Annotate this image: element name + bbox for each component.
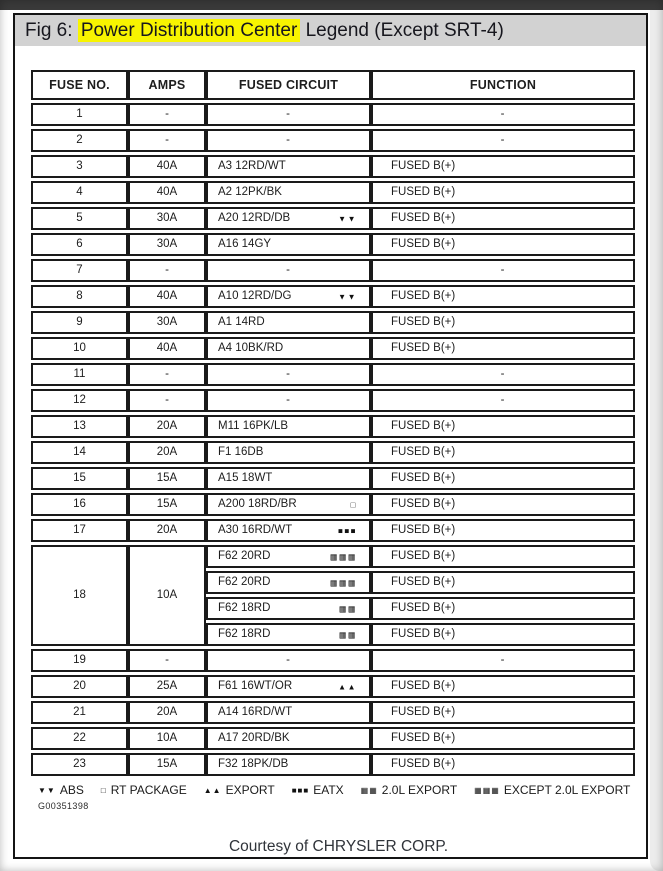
- circuit-label: M11 16PK/LB: [218, 420, 289, 432]
- function-cell: -: [371, 649, 635, 672]
- fused-circuit-cell: [206, 415, 371, 438]
- circuit-label: F62 20RD: [218, 576, 271, 588]
- function-cell: FUSED B(+): [371, 727, 635, 750]
- fused-circuit-cell: [206, 571, 371, 594]
- function-cell: FUSED B(+): [371, 675, 635, 698]
- table-row: [31, 493, 635, 516]
- function-cell: FUSED B(+): [371, 311, 635, 334]
- circuit-label: A30 16RD/WT: [218, 524, 293, 536]
- fuse-table-wrap: [31, 67, 646, 856]
- table-row: [31, 467, 635, 490]
- fuse-no-cell: 15: [31, 467, 128, 490]
- fused-circuit-cell: [206, 545, 371, 568]
- courtesy-line: Courtesy of CHRYSLER CORP.: [228, 838, 449, 855]
- function-cell: FUSED B(+): [371, 623, 635, 646]
- table-row: [31, 207, 635, 230]
- circuit-label: A14 16RD/WT: [218, 706, 293, 718]
- fused-circuit-cell: [206, 727, 371, 750]
- col-header-function: FUNCTION: [371, 70, 635, 100]
- legend-item: [474, 783, 630, 797]
- legend-item: [292, 783, 344, 797]
- amps-cell: -: [128, 259, 206, 282]
- title-highlight: Power Distribution Center: [78, 19, 300, 42]
- fused-circuit-cell: [206, 337, 371, 360]
- table-row: [31, 259, 635, 282]
- circuit-label: F62 18RD: [218, 602, 271, 614]
- legend-label: 2.0L EXPORT: [381, 783, 458, 797]
- amps-cell: 20A: [128, 519, 206, 542]
- fused-circuit-cell: [206, 285, 371, 308]
- rt-package-marker-icon: □: [100, 785, 107, 795]
- fuse-no-cell: 22: [31, 727, 128, 750]
- amps-cell: 40A: [128, 337, 206, 360]
- circuit-label: A20 12RD/DB: [218, 212, 291, 224]
- table-row: [31, 675, 635, 698]
- fused-circuit-cell: [206, 181, 371, 204]
- circuit-label: A17 20RD/BK: [218, 732, 290, 744]
- function-cell: FUSED B(+): [371, 441, 635, 464]
- fused-circuit-cell: [206, 311, 371, 334]
- amps-cell: 20A: [128, 415, 206, 438]
- figure-title-bar: [15, 15, 646, 46]
- table-row: [31, 337, 635, 360]
- figure-title-prefix: Fig 6:: [25, 20, 78, 41]
- fused-circuit-cell: [206, 233, 371, 256]
- amps-cell: 40A: [128, 155, 206, 178]
- col-header-amps: AMPS: [128, 70, 206, 100]
- legend-item: [204, 783, 275, 797]
- fused-circuit-cell: -: [206, 103, 371, 126]
- fuse-no-cell: 1: [31, 103, 128, 126]
- amps-cell: -: [128, 363, 206, 386]
- table-row: [31, 727, 635, 750]
- table-row: [31, 545, 635, 568]
- amps-cell: 20A: [128, 441, 206, 464]
- fuse-no-cell: 7: [31, 259, 128, 282]
- circuit-label: F61 16WT/OR: [218, 680, 293, 692]
- fuse-no-cell: 9: [31, 311, 128, 334]
- page-right-gutter: [650, 10, 663, 871]
- fused-circuit-cell: -: [206, 129, 371, 152]
- fused-circuit-cell: [206, 519, 371, 542]
- function-cell: FUSED B(+): [371, 181, 635, 204]
- fused-circuit-cell: [206, 675, 371, 698]
- circuit-option-marker-icon: ▦▦▦: [329, 552, 357, 561]
- circuit-label: A15 18WT: [218, 472, 273, 484]
- fused-circuit-cell: [206, 623, 371, 646]
- function-cell: FUSED B(+): [371, 545, 635, 568]
- function-cell: FUSED B(+): [371, 415, 635, 438]
- amps-cell: 25A: [128, 675, 206, 698]
- circuit-label: F62 18RD: [218, 628, 271, 640]
- legend-item: [361, 783, 458, 797]
- function-cell: FUSED B(+): [371, 207, 635, 230]
- fuse-no-cell: 14: [31, 441, 128, 464]
- function-cell: FUSED B(+): [371, 519, 635, 542]
- function-cell: -: [371, 363, 635, 386]
- amps-cell: 20A: [128, 701, 206, 724]
- table-row: [31, 311, 635, 334]
- amps-cell: 30A: [128, 233, 206, 256]
- fused-circuit-cell: [206, 441, 371, 464]
- fuse-no-cell: 8: [31, 285, 128, 308]
- function-cell: FUSED B(+): [371, 285, 635, 308]
- amps-cell: -: [128, 103, 206, 126]
- circuit-option-marker-icon: ▦▦: [338, 604, 357, 613]
- amps-cell: 15A: [128, 467, 206, 490]
- legend-item: [101, 783, 187, 797]
- symbol-legend: [38, 783, 646, 797]
- circuit-option-marker-icon: ▦▦: [338, 630, 357, 639]
- fuse-no-cell: 21: [31, 701, 128, 724]
- eatx-marker-icon: ■■■: [291, 785, 310, 795]
- table-row: [31, 233, 635, 256]
- amps-cell: 15A: [128, 753, 206, 776]
- circuit-label: A10 12RD/DG: [218, 290, 292, 302]
- fuse-table: [31, 67, 635, 779]
- fuse-no-cell: 5: [31, 207, 128, 230]
- fuse-no-cell: 12: [31, 389, 128, 412]
- function-cell: FUSED B(+): [371, 467, 635, 490]
- function-cell: FUSED B(+): [371, 155, 635, 178]
- fuse-no-cell: 11: [31, 363, 128, 386]
- table-row: [31, 389, 635, 412]
- fuse-table-body: [31, 103, 635, 776]
- fuse-no-cell: 18: [31, 545, 128, 646]
- circuit-option-marker-icon: ▦▦▦: [329, 578, 357, 587]
- circuit-option-marker-icon: □: [350, 500, 357, 509]
- amps-cell: 40A: [128, 285, 206, 308]
- fused-circuit-cell: -: [206, 259, 371, 282]
- function-cell: FUSED B(+): [371, 233, 635, 256]
- fuse-no-cell: 6: [31, 233, 128, 256]
- circuit-label: A16 14GY: [218, 238, 272, 250]
- col-header-fuse-no: FUSE NO.: [31, 70, 128, 100]
- function-cell: FUSED B(+): [371, 337, 635, 360]
- table-row: [31, 441, 635, 464]
- fuse-no-cell: 3: [31, 155, 128, 178]
- legend-label: ABS: [59, 783, 84, 797]
- function-cell: FUSED B(+): [371, 571, 635, 594]
- function-cell: -: [371, 259, 635, 282]
- export-marker-icon: ▲▲: [203, 785, 222, 795]
- circuit-label: F32 18PK/DB: [218, 758, 289, 770]
- fuse-no-cell: 13: [31, 415, 128, 438]
- fuse-no-cell: 10: [31, 337, 128, 360]
- fused-circuit-cell: [206, 701, 371, 724]
- fuse-no-cell: 16: [31, 493, 128, 516]
- legend-label: EATX: [313, 783, 344, 797]
- circuit-label: A200 18RD/BR: [218, 498, 297, 510]
- function-cell: FUSED B(+): [371, 753, 635, 776]
- window-top-strip: [0, 0, 663, 10]
- table-row: [31, 103, 635, 126]
- amps-cell: -: [128, 649, 206, 672]
- circuit-option-marker-icon: ■■■: [338, 526, 357, 535]
- function-cell: -: [371, 389, 635, 412]
- amps-cell: 10A: [128, 545, 206, 646]
- fused-circuit-cell: [206, 753, 371, 776]
- fuse-no-cell: 2: [31, 129, 128, 152]
- graphic-number: G00351398: [38, 801, 89, 811]
- table-row: [31, 285, 635, 308]
- table-row: [31, 155, 635, 178]
- fused-circuit-cell: [206, 155, 371, 178]
- amps-cell: 40A: [128, 181, 206, 204]
- fused-circuit-cell: [206, 467, 371, 490]
- function-cell: -: [371, 129, 635, 152]
- fuse-no-cell: 19: [31, 649, 128, 672]
- circuit-option-marker-icon: ▲▲: [338, 682, 357, 691]
- table-row: [31, 415, 635, 438]
- amps-cell: 30A: [128, 207, 206, 230]
- table-row: [31, 649, 635, 672]
- table-row: [31, 701, 635, 724]
- figure-title-suffix: Legend (Except SRT-4): [300, 20, 504, 41]
- fused-circuit-cell: -: [206, 389, 371, 412]
- circuit-label: F1 16DB: [218, 446, 264, 458]
- except-two-liter-export-marker-icon: ▦▦▦: [474, 785, 500, 795]
- circuit-label: F62 20RD: [218, 550, 271, 562]
- legend-item: [38, 783, 84, 797]
- legend-label: EXPORT: [225, 783, 275, 797]
- table-row: [31, 519, 635, 542]
- amps-cell: 30A: [128, 311, 206, 334]
- table-header-row: [31, 70, 635, 100]
- circuit-option-marker-icon: ▼▼: [338, 292, 357, 301]
- two-liter-export-marker-icon: ▦▦: [360, 785, 378, 795]
- col-header-fused-circuit: FUSED CIRCUIT: [206, 70, 371, 100]
- figure-frame: [13, 13, 648, 859]
- function-cell: FUSED B(+): [371, 493, 635, 516]
- function-cell: FUSED B(+): [371, 597, 635, 620]
- amps-cell: 10A: [128, 727, 206, 750]
- fused-circuit-cell: -: [206, 649, 371, 672]
- amps-cell: 15A: [128, 493, 206, 516]
- fuse-no-cell: 20: [31, 675, 128, 698]
- amps-cell: -: [128, 129, 206, 152]
- abs-marker-icon: ▼▼: [38, 785, 56, 795]
- legend-label: RT PACKAGE: [110, 783, 187, 797]
- circuit-option-marker-icon: ▼▼: [338, 214, 357, 223]
- circuit-label: A3 12RD/WT: [218, 160, 286, 172]
- function-cell: FUSED B(+): [371, 701, 635, 724]
- function-cell: -: [371, 103, 635, 126]
- legend-label: EXCEPT 2.0L EXPORT: [503, 783, 631, 797]
- table-row: [31, 181, 635, 204]
- circuit-label: A1 14RD: [218, 316, 265, 328]
- fuse-no-cell: 23: [31, 753, 128, 776]
- table-row: [31, 129, 635, 152]
- amps-cell: -: [128, 389, 206, 412]
- fused-circuit-cell: -: [206, 363, 371, 386]
- fused-circuit-cell: [206, 207, 371, 230]
- fused-circuit-cell: [206, 597, 371, 620]
- table-row: [31, 363, 635, 386]
- fuse-no-cell: 17: [31, 519, 128, 542]
- circuit-label: A4 10BK/RD: [218, 342, 284, 354]
- fuse-no-cell: 4: [31, 181, 128, 204]
- circuit-label: A2 12PK/BK: [218, 186, 282, 198]
- table-row: [31, 753, 635, 776]
- fused-circuit-cell: [206, 493, 371, 516]
